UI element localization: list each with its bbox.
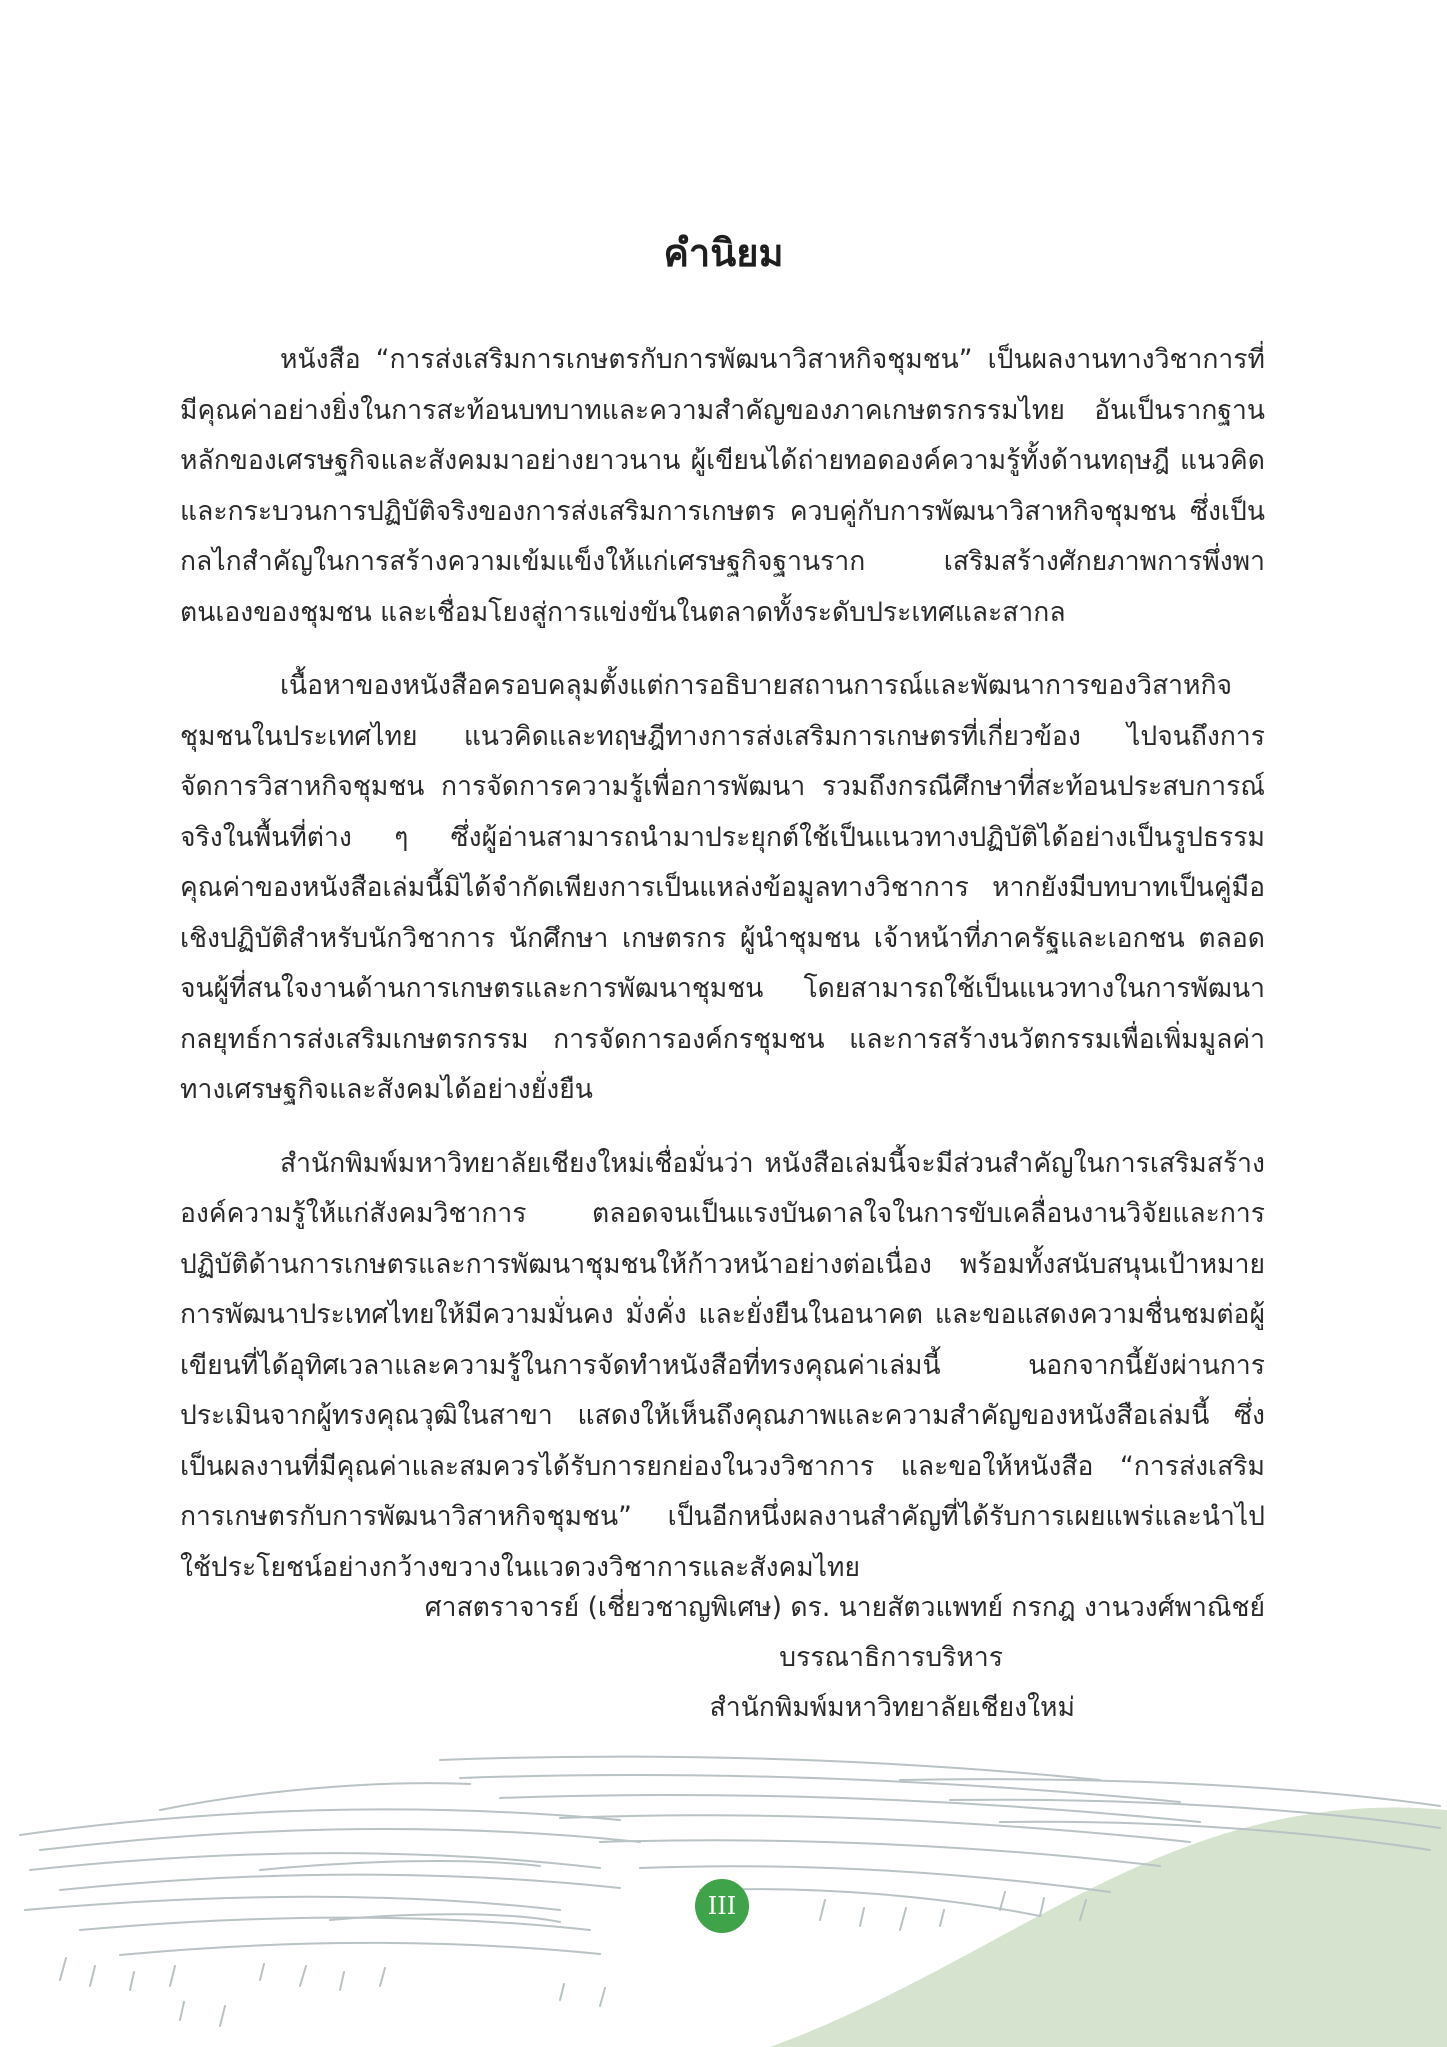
paragraph-2: เนื้อหาของหนังสือครอบคลุมตั้งแต่การอธิบายสถานการณ์และพัฒนาการของวิสาหกิจชุมชนในประเทศไทย แนวคิดและทฤษฎีทางการส่งเสริมการเกษตรที่เกี่ยวข้อง ไปจนถึงการจัดการวิสาหกิจชุมชน การจัดการความรู้เพื่อการพัฒนา รวมถึงกรณีศึกษาที่สะท้อนประสบการณ์จริงในพื้นที่ต่าง ๆ ซึ่งผู้อ่านสามารถนำมาประยุกต์ใช้เป็นแนวทางปฏิบัติได้อย่างเป็นรูปธรรม คุณค่าของหนังสือเล่มนี้มิได้จำกัดเพียงการเป็นแหล่งข้อมูลทางวิชาการ หากยังมีบทบาทเป็นคู่มือเชิงปฏิบัติสำหรับนักวิชาการ นักศึกษา เกษตรกร ผู้นำชุมชน เจ้าหน้าที่ภาครัฐและเอกชน ตลอดจนผู้ที่สนใจงานด้านการเกษตรและการพัฒนาชุมชน โดยสามารถใช้เป็นแนวทางในการพัฒนากลยุทธ์การส่งเสริมเกษตรกรรม การจัดการองค์กรชุมชน และการสร้างนวัตกรรมเพื่อเพิ่มมูลค่าทางเศรษฐกิจและสังคมได้อย่างยั่งยืน xyxy=(180,670,1265,1105)
signature-block xyxy=(380,1583,1265,1733)
signature-organization: สำนักพิมพ์มหาวิทยาลัยเชียงใหม่ xyxy=(709,1692,1075,1723)
paragraph-1: หนังสือ “การส่งเสริมการเกษตรกับการพัฒนาวิสาหกิจชุมชน” เป็นผลงานทางวิชาการที่มีคุณค่าอย่างยิ่งในการสะท้อนบทบาทและความสำคัญของภาคเกษตรกรรมไทย อันเป็นรากฐานหลักของเศรษฐกิจและสังคมมาอย่างยาวนาน ผู้เขียนได้ถ่ายทอดองค์ความรู้ทั้งด้านทฤษฎี แนวคิด และกระบวนการปฏิบัติจริงของการส่งเสริมการเกษตร ควบคู่กับการพัฒนาวิสาหกิจชุมชน ซึ่งเป็นกลไกสำคัญในการสร้างความเข้มแข็งให้แก่เศรษฐกิจฐานราก เสริมสร้างศักยภาพการพึ่งพาตนเองของชุมชน และเชื่อมโยงสู่การแข่งขันในตลาดทั้งระดับประเทศและสากล xyxy=(180,344,1265,628)
paragraph-3: สำนักพิมพ์มหาวิทยาลัยเชียงใหม่เชื่อมั่นว่า หนังสือเล่มนี้จะมีส่วนสำคัญในการเสริมสร้างองค์ความรู้ให้แก่สังคมวิชาการ ตลอดจนเป็นแรงบันดาลใจในการขับเคลื่อนงานวิจัยและการปฏิบัติด้านการเกษตรและการพัฒนาชุมชนให้ก้าวหน้าอย่างต่อเนื่อง พร้อมทั้งสนับสนุนเป้าหมายการพัฒนาประเทศไทยให้มีความมั่นคง มั่งคั่ง และยั่งยืนในอนาคต และขอแสดงความชื่นชมต่อผู้เขียนที่ได้อุทิศเวลาและความรู้ในการจัดทำหนังสือที่ทรงคุณค่าเล่มนี้ นอกจากนี้ยังผ่านการประเมินจากผู้ทรงคุณวุฒิในสาขา แสดงให้เห็นถึงคุณภาพและความสำคัญของหนังสือเล่มนี้ ซึ่งเป็นผลงานที่มีคุณค่าและสมควรได้รับการยกย่องในวงวิชาการ และขอให้หนังสือ “การส่งเสริมการเกษตรกับการพัฒนาวิสาหกิจชุมชน” เป็นอีกหนึ่งผลงานสำคัญที่ได้รับการเผยแพร่และนำไปใช้ประโยชน์อย่างกว้างขวางในแวดวงวิชาการและสังคมไทย xyxy=(180,1147,1265,1583)
page-number-badge: III xyxy=(695,1879,749,1933)
page-title: คำนิยม xyxy=(663,231,784,275)
signature-name: ศาสตราจารย์ (เชี่ยวชาญพิเศษ) ดร. นายสัตวแพทย์ กรกฎ งานวงศ์พาณิชย์ xyxy=(424,1592,1265,1623)
signature-role: บรรณาธิการบริหาร xyxy=(779,1642,1003,1673)
foreword-body xyxy=(180,335,1265,1616)
